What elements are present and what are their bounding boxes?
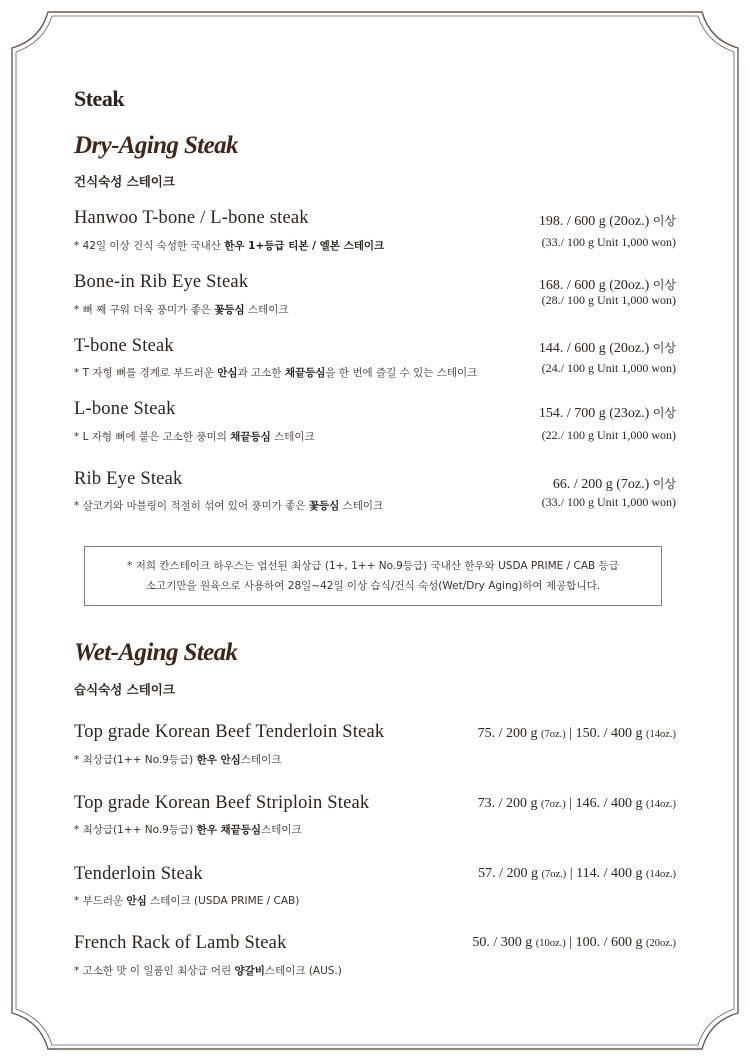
menu-item-price: 73. / 200 g (7oz.) | 146. / 400 g (14oz.) (477, 796, 676, 811)
menu-item-name: Bone-in Rib Eye Steak (74, 272, 249, 292)
menu-item-name: Rib Eye Steak (74, 469, 183, 489)
menu-item-price: 154. / 700 g (23oz.) 이상 (538, 406, 676, 421)
dry-aging-title: Dry-Aging Steak (74, 132, 238, 159)
menu-item-description: * 뼈 째 구워 더욱 풍미가 좋은 꽃등심 스테이크 (74, 304, 289, 316)
menu-item-name: Hanwoo T-bone / L-bone steak (74, 208, 309, 228)
menu-item-description: * 부드러운 안심 스테이크 (USDA PRIME / CAB) (74, 895, 300, 907)
menu-item-name: L-bone Steak (74, 399, 176, 419)
menu-item-price: 75. / 200 g (7oz.) | 150. / 400 g (14oz.) (477, 726, 676, 741)
section-title: Steak (74, 86, 125, 111)
menu-item-description: * 최상급(1++ No.9등급) 한우 채끝등심스테이크 (74, 824, 302, 836)
notice-box (84, 546, 662, 606)
menu-item-name: French Rack of Lamb Steak (74, 933, 287, 953)
menu-item-price: 57. / 200 g (7oz.) | 114. / 400 g (14oz.) (478, 866, 676, 881)
menu-item-description: * 42일 이상 건식 숙성한 국내산 한우 1+등급 티본 / 엘본 스테이크 (74, 240, 385, 252)
notice-line: 소고기만을 원육으로 사용하여 28일~42일 이상 습식/건식 숙성(Wet/Dry Aging)하여 제공합니다. (145, 580, 601, 592)
menu-item-price: 144. / 600 g (20oz.) 이상 (538, 341, 676, 356)
menu-item-price: 50. / 300 g (10oz.) | 100. / 600 g (20oz.) (472, 935, 676, 950)
menu-item-price: 66. / 200 g (7oz.) 이상 (552, 477, 676, 492)
wet-aging-title: Wet-Aging Steak (74, 639, 238, 666)
menu-item-unit-price: (24./ 100 g Unit 1,000 won) (541, 361, 676, 375)
dry-aging-korean-title: 건식숙성 스테이크 (74, 174, 175, 189)
menu-item-price: 168. / 600 g (20oz.) 이상 (538, 278, 676, 293)
wet-aging-korean-title: 습식숙성 스테이크 (74, 682, 175, 697)
menu-item-description: * L 자형 뼈에 붙은 고소한 풍미의 채끝등심 스테이크 (74, 431, 315, 443)
menu-item-description: * 최상급(1++ No.9등급) 한우 안심스테이크 (74, 754, 282, 766)
menu-item-name: Top grade Korean Beef Striploin Steak (74, 793, 370, 813)
menu-item-unit-price: (33./ 100 g Unit 1,000 won) (541, 235, 676, 249)
menu-item-description: * T 자형 뼈를 경계로 부드러운 안심과 고소한 채끝등심을 한 번에 즐길 수 있는 스테이크 (74, 367, 478, 379)
menu-item-price: 198. / 600 g (20oz.) 이상 (538, 214, 676, 229)
menu-item-description: * 살코기와 마블링이 적절히 섞여 있어 풍미가 좋은 꽃등심 스테이크 (74, 500, 384, 512)
menu-item-unit-price: (28./ 100 g Unit 1,000 won) (541, 293, 676, 307)
menu-item-unit-price: (22./ 100 g Unit 1,000 won) (541, 428, 676, 442)
menu-item-name: Top grade Korean Beef Tenderloin Steak (74, 722, 385, 742)
menu-item-name: Tenderloin Steak (74, 864, 203, 884)
menu-item-description: * 고소한 맛 이 일품인 최상급 어린 양갈비스테이크 (AUS.) (74, 965, 342, 977)
menu-item-unit-price: (33./ 100 g Unit 1,000 won) (541, 495, 676, 509)
notice-line: * 저희 칸스테이크 하우스는 엄선된 최상급 (1+, 1++ No.9등급) 국내산 한우와 USDA PRIME / CAB 등급 (127, 560, 619, 572)
menu-item-name: T-bone Steak (74, 336, 174, 356)
